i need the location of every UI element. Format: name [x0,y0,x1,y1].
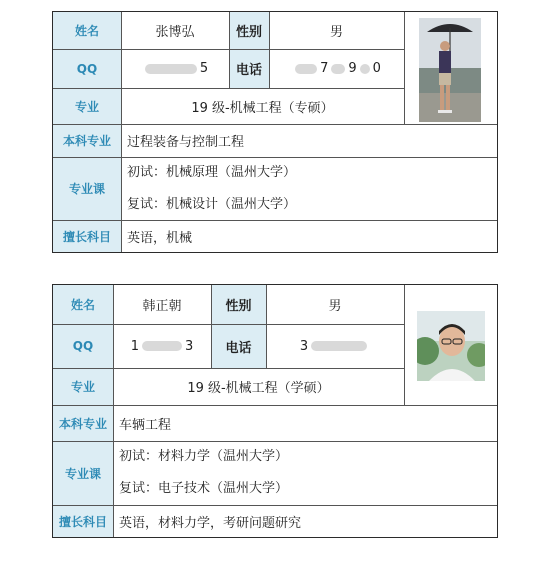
courses-label: 专业课 [53,157,121,220]
redacted-mask [331,64,345,74]
qq-visible-digit: 1 [130,338,139,354]
strengths-value: 英语，材料力学，考研问题研究 [119,515,302,531]
redacted-mask [295,64,317,74]
major-value: 19 级-机械工程（专硕） [191,100,334,116]
strengths-label: 擅长科目 [53,505,113,537]
gender-label: 性别 [229,12,269,49]
undergrad-label: 本科专业 [53,405,113,441]
phone-visible-digit: 3 [299,338,309,354]
phone-visible-digit: 7 [320,61,329,76]
name-value: 韩正朝 [142,299,182,314]
redacted-mask [145,64,197,74]
person-with-umbrella-icon [419,18,481,122]
course-first: 初试：机械原理（温州大学） [127,164,297,180]
undergrad-value: 过程装备与控制工程 [127,135,245,150]
profile-photo [417,311,485,381]
gender-label: 性别 [211,285,266,324]
strengths-value: 英语，机械 [127,230,193,246]
undergrad-label: 本科专业 [53,124,121,157]
undergrad-value: 车辆工程 [119,417,172,433]
qq-visible-digit: 3 [185,338,194,354]
courses-label: 专业课 [53,441,113,505]
phone-visible-digit: 9 [348,61,357,76]
redacted-mask [360,64,370,74]
phone-value [269,49,404,88]
gender-value: 男 [329,25,343,40]
gender-value: 男 [328,299,342,314]
redacted-mask [142,341,182,351]
strengths-label: 擅长科目 [53,220,121,252]
redacted-mask [311,341,367,351]
profile-card-2 [52,284,498,538]
name-label: 姓名 [53,12,121,49]
qq-value [113,324,211,368]
portrait-icon [417,311,485,381]
profile-card-1 [52,11,498,253]
course-first: 初试：材料力学（温州大学） [119,449,289,464]
major-value: 19 级-机械工程（学硕） [187,381,330,396]
qq-label: QQ [53,49,121,88]
qq-visible-digit: 5 [199,61,209,76]
major-label: 专业 [53,88,121,124]
qq-value [121,49,229,88]
name-label: 姓名 [53,285,113,324]
profile-photo [419,18,481,122]
phone-value [266,324,404,368]
course-second: 复试：电子技术（温州大学） [119,481,289,496]
phone-label: 电话 [229,49,269,88]
major-label: 专业 [53,368,113,405]
courses-value [121,157,497,220]
phone-visible-digit: 0 [372,61,381,76]
qq-label: QQ [53,324,113,368]
course-second: 复试：机械设计（温州大学） [127,196,297,212]
name-value: 张博弘 [155,25,195,40]
courses-value [113,441,497,505]
phone-label: 电话 [211,324,266,368]
